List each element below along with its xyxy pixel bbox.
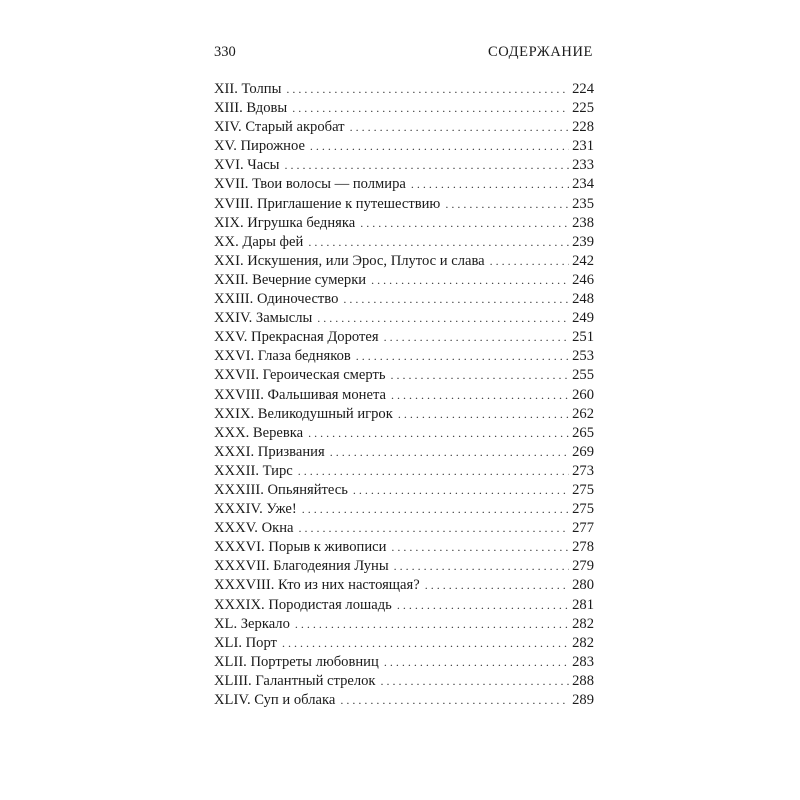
dot-leader bbox=[298, 462, 569, 481]
toc-entry-title: XXVII. Героическая смерть bbox=[214, 367, 386, 384]
dot-leader bbox=[282, 634, 569, 653]
dot-leader bbox=[308, 424, 569, 443]
dot-leader bbox=[284, 156, 569, 175]
toc-entry-title: XXIII. Одиночество bbox=[214, 291, 339, 308]
dot-leader bbox=[295, 615, 569, 634]
toc-entry-page: 253 bbox=[572, 348, 594, 365]
toc-entry bbox=[214, 500, 594, 519]
toc-entry bbox=[214, 156, 594, 175]
toc-entry-page: 238 bbox=[572, 214, 594, 231]
toc-entry bbox=[214, 290, 594, 309]
toc-entry-page: 282 bbox=[572, 634, 594, 651]
toc-entry bbox=[214, 519, 594, 538]
toc-entry-title: XV. Пирожное bbox=[214, 138, 305, 155]
toc-entry-page: 248 bbox=[572, 291, 594, 308]
dot-leader bbox=[343, 290, 569, 309]
toc-entry bbox=[214, 347, 594, 366]
toc-entry-title: XXIV. Замыслы bbox=[214, 310, 313, 327]
toc-entry-title: XXXII. Тирс bbox=[214, 462, 293, 479]
toc-entry-title: XIV. Старый акробат bbox=[214, 119, 345, 136]
dot-leader bbox=[356, 347, 569, 366]
dot-leader bbox=[310, 137, 569, 156]
toc-entry-title: XIII. Вдовы bbox=[214, 100, 288, 117]
toc-entry bbox=[214, 672, 594, 691]
toc-entry-page: 249 bbox=[572, 310, 594, 327]
toc-entry-title: XLII. Портреты любовниц bbox=[214, 653, 379, 670]
toc-entry-page: 283 bbox=[572, 653, 594, 670]
dot-leader bbox=[397, 596, 569, 615]
toc-entry-title: XVII. Твои волосы — полмира bbox=[214, 176, 406, 193]
toc-entry-title: XXXV. Окна bbox=[214, 520, 294, 537]
toc-entry bbox=[214, 653, 594, 672]
toc-entry bbox=[214, 615, 594, 634]
toc-entry-title: XXXI. Призвания bbox=[214, 443, 325, 460]
toc-entry-title: XXI. Искушения, или Эрос, Плутос и слава bbox=[214, 252, 485, 269]
toc-entry bbox=[214, 386, 594, 405]
toc-entry-page: 262 bbox=[572, 405, 594, 422]
toc-entry bbox=[214, 576, 594, 595]
page-header bbox=[214, 44, 593, 64]
dot-leader bbox=[350, 118, 570, 137]
toc-entry-title: XXV. Прекрасная Доротея bbox=[214, 329, 379, 346]
toc-entry bbox=[214, 691, 594, 710]
toc-entry-page: 234 bbox=[572, 176, 594, 193]
toc-entry-page: 225 bbox=[572, 100, 594, 117]
toc-entry-page: 280 bbox=[572, 577, 594, 594]
toc-entry-page: 278 bbox=[572, 539, 594, 556]
dot-leader bbox=[490, 252, 569, 271]
toc-entry bbox=[214, 462, 594, 481]
toc-entry-page: 251 bbox=[572, 329, 594, 346]
dot-leader bbox=[340, 691, 569, 710]
dot-leader bbox=[317, 309, 569, 328]
toc-entry-page: 288 bbox=[572, 672, 594, 689]
toc-entry bbox=[214, 99, 594, 118]
dot-leader bbox=[292, 99, 569, 118]
toc-entry-title: XVIII. Приглашение к путешествию bbox=[214, 195, 441, 212]
dot-leader bbox=[353, 481, 569, 500]
toc-entry-page: 231 bbox=[572, 138, 594, 155]
toc-entry bbox=[214, 214, 594, 233]
toc-entry-title: XXXVIII. Кто из них настоящая? bbox=[214, 577, 420, 594]
toc-entry-title: XXXIX. Породистая лошадь bbox=[214, 596, 392, 613]
toc-entry-title: XXII. Вечерние сумерки bbox=[214, 271, 367, 288]
dot-leader bbox=[330, 443, 569, 462]
toc-entry-title: XLIV. Суп и облака bbox=[214, 692, 336, 708]
toc-entry-page: 246 bbox=[572, 271, 594, 288]
toc-entry bbox=[214, 309, 594, 328]
dot-leader bbox=[411, 175, 569, 194]
dot-leader bbox=[360, 214, 569, 233]
dot-leader bbox=[381, 672, 570, 691]
toc-entry bbox=[214, 366, 594, 385]
toc-entry bbox=[214, 596, 594, 615]
toc-entry-title: XXVIII. Фальшивая монета bbox=[214, 386, 387, 403]
toc-entry-page: 233 bbox=[572, 157, 594, 174]
toc-entry-title: XLI. Порт bbox=[214, 634, 277, 651]
toc-entry-title: XVI. Часы bbox=[214, 157, 280, 174]
toc-entry bbox=[214, 481, 594, 500]
toc-entry-page: 260 bbox=[572, 386, 594, 403]
dot-leader bbox=[384, 328, 570, 347]
dot-leader bbox=[391, 386, 569, 405]
toc-entry-page: 275 bbox=[572, 481, 594, 498]
toc-entry bbox=[214, 137, 594, 156]
toc-entry-page: 228 bbox=[572, 119, 594, 136]
dot-leader bbox=[384, 653, 569, 672]
dot-leader bbox=[394, 557, 569, 576]
dot-leader bbox=[391, 538, 569, 557]
toc-entry-title: XXXIII. Опьяняйтесь bbox=[214, 481, 348, 498]
toc-entry-page: 279 bbox=[572, 558, 594, 575]
dot-leader bbox=[302, 500, 569, 519]
toc-entry bbox=[214, 175, 594, 194]
toc-entry-page: 275 bbox=[572, 501, 594, 518]
toc-entry bbox=[214, 424, 594, 443]
dot-leader bbox=[286, 80, 569, 99]
table-of-contents bbox=[214, 80, 594, 710]
dot-leader bbox=[299, 519, 570, 538]
toc-entry-title: XII. Толпы bbox=[214, 81, 282, 97]
running-head: СОДЕРЖАНИЕ bbox=[488, 44, 593, 60]
toc-entry-page: 265 bbox=[572, 424, 594, 441]
toc-entry-page: 277 bbox=[572, 520, 594, 537]
page-number: 330 bbox=[214, 44, 236, 60]
toc-entry-title: XX. Дары фей bbox=[214, 233, 304, 250]
dot-leader bbox=[308, 233, 569, 252]
toc-entry-page: 273 bbox=[572, 462, 594, 479]
toc-entry-title: XXVI. Глаза бедняков bbox=[214, 348, 351, 365]
toc-entry-page: 281 bbox=[572, 596, 594, 613]
toc-entry-page: 239 bbox=[572, 233, 594, 250]
toc-entry bbox=[214, 328, 594, 347]
toc-entry bbox=[214, 118, 594, 137]
toc-entry bbox=[214, 252, 594, 271]
toc-entry-title: XXX. Веревка bbox=[214, 424, 304, 441]
toc-entry bbox=[214, 233, 594, 252]
dot-leader bbox=[398, 405, 569, 424]
toc-entry-page: 255 bbox=[572, 367, 594, 384]
toc-entry bbox=[214, 195, 594, 214]
toc-entry-page: 235 bbox=[572, 195, 594, 212]
dot-leader bbox=[425, 576, 569, 595]
toc-entry-title: XL. Зеркало bbox=[214, 615, 290, 632]
toc-entry bbox=[214, 634, 594, 653]
toc-entry-title: XXXVII. Благодеяния Луны bbox=[214, 558, 389, 575]
toc-entry-title: XXIX. Великодушный игрок bbox=[214, 405, 393, 422]
toc-entry bbox=[214, 80, 594, 99]
toc-entry-page: 269 bbox=[572, 443, 594, 460]
dot-leader bbox=[371, 271, 569, 290]
toc-entry bbox=[214, 538, 594, 557]
toc-entry-title: XLIII. Галантный стрелок bbox=[214, 672, 376, 689]
toc-entry-page: 289 bbox=[572, 692, 594, 708]
toc-entry bbox=[214, 443, 594, 462]
toc-entry bbox=[214, 271, 594, 290]
dot-leader bbox=[445, 195, 569, 214]
toc-entry bbox=[214, 405, 594, 424]
toc-entry-page: 282 bbox=[572, 615, 594, 632]
toc-entry-title: XXXIV. Уже! bbox=[214, 501, 297, 518]
toc-entry-title: XXXVI. Порыв к живописи bbox=[214, 539, 387, 556]
dot-leader bbox=[391, 366, 570, 385]
toc-entry-title: XIX. Игрушка бедняка bbox=[214, 214, 356, 231]
toc-entry-page: 224 bbox=[572, 81, 594, 97]
toc-entry-page: 242 bbox=[572, 252, 594, 269]
toc-entry bbox=[214, 557, 594, 576]
